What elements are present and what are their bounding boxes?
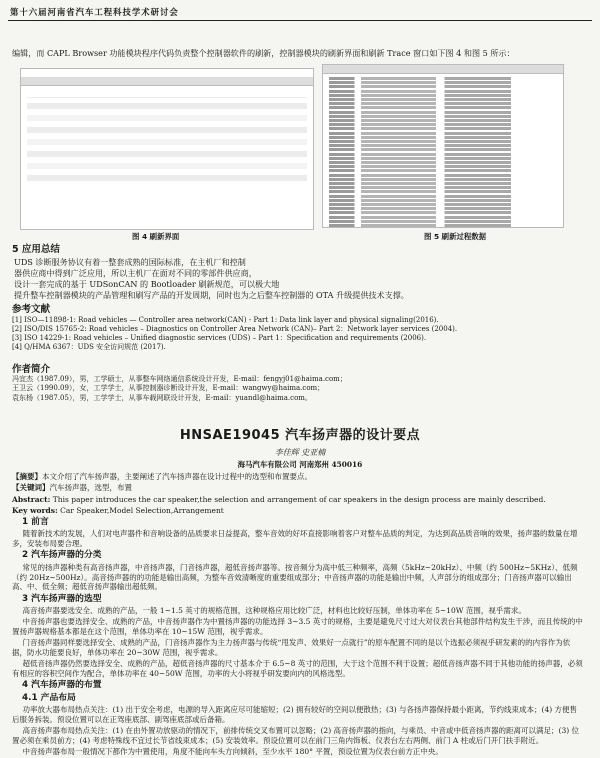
trace-line — [329, 77, 543, 80]
trace-line — [329, 161, 543, 164]
trace-line — [329, 207, 543, 210]
figure-4-toolbar — [21, 77, 313, 86]
section-4-1-heading: 4.1 产品布局 — [22, 692, 76, 703]
section-5-line: UDS 诊断服务协议有着一整套成熟的国际标准，在主机厂和控制 — [14, 257, 246, 267]
section-4-1-paragraph: 功率放大器布局热点关注：(1) 出于安全考虑，电源的导入距离应尽可能缩短；(2) 拥有较好的空间以便散热；(3) 与各扬声器保持最小距离，节约线束成本；(4) 方便售后服务拆装。预设位置可以在正驾座底部、副驾座底部或后备箱。 — [12, 705, 578, 724]
affiliation: 海马汽车有限公司 河南郑州 450016 — [237, 460, 363, 469]
keywords-en-text: Car Speaker,Model Selection,Arrangement — [60, 505, 224, 515]
section-5-line: 器供应商中得到广泛应用，所以主机厂在面对不同的零部件供应商， — [14, 267, 257, 278]
author-bios — [12, 375, 347, 403]
reference-item: [1] ISO—11898-1: Road vehicles — Controller area network(CAN) - Part 1: Data link layer and physical signaling(2016). — [12, 316, 439, 324]
section-3-heading: 3 汽车扬声器的选型 — [22, 593, 102, 604]
section-3-paragraph: 中音扬声器也要选择安全、成熟的产品，中音扬声器作为中置扬声器的功能选择 3~3.5 英寸的规格，主要是避免尺寸过大对仪表台其他部件结构发生干涉，而且传统的中置扬声器规格基本都是在这个范围，单体功率在 10~15W 范围，视乎需求。 — [12, 617, 583, 637]
section-5-paragraph — [14, 257, 409, 300]
figure-5-toolbar — [323, 65, 563, 74]
authors-heading: 作者简介 — [12, 364, 51, 375]
trace-line — [329, 216, 543, 219]
trace-line — [329, 136, 543, 139]
trace-line — [329, 106, 543, 109]
abstract-en-label: Abstract: — [12, 494, 51, 504]
trace-line — [329, 119, 543, 122]
intro-paragraph: 编辑，而 CAPL Browser 功能模块程序代码负责整个控制器软件的刷新，控制器模块的刷新界面和刷新 Trace 窗口如下图 4 和图 5 所示： — [12, 48, 515, 58]
figure-5-caption: 图 5 刷新过程数据 — [424, 232, 487, 241]
keywords-cn — [12, 483, 584, 493]
trace-line — [329, 98, 543, 101]
figure-4-flash-interface — [20, 68, 314, 230]
section-1-heading: 1 前言 — [22, 517, 49, 527]
trace-line — [329, 94, 543, 97]
abstract-en — [12, 495, 584, 505]
trace-line — [329, 186, 543, 189]
paper-body — [12, 472, 584, 758]
running-head: 第十六届河南省汽车工程科技学术研讨会 — [10, 7, 179, 17]
reference-item: [4] Q/HMA 6367：UDS 安全访问规范 (2017). — [12, 343, 166, 352]
figure-4-row — [27, 139, 307, 145]
trace-line — [329, 220, 543, 223]
author-bio: 冯宜杰（1987.09），男，工学硕士，从事整车网络通信系统设计开发，E-mail：fengyj01@haima.com； — [12, 375, 347, 383]
trace-line — [329, 85, 543, 88]
figure-4-caption: 图 4 刷新界面 — [132, 232, 180, 241]
keywords-en — [12, 506, 584, 516]
figure-4-row — [27, 115, 307, 121]
trace-line — [329, 157, 543, 160]
abstract-en-text: This paper introduces the car speaker,the selection and arrangement of car speakers in the design process are mainly described. — [52, 494, 546, 504]
figure-4-row — [27, 103, 307, 109]
figure-4-row — [27, 151, 307, 157]
section-2-text: 常见的扬声器种类有高音扬声器，中音扬声器，门音扬声器，超低音扬声器等。按音频分为高中低三种频率，高频（5kHz~20kHz）、中频（约 500Hz~5KHz）、低频（约 20Hz~500Hz）。高音扬声器的的功能是输出高频，为整车音效清晰度的重要组成部分；中音扬声器的功能是输出中频，人声部分的组成部分；门音扬声器可以输出高、中、低全频；超低音扬声器输出超低频。 — [12, 562, 578, 592]
figure-4-row — [27, 91, 307, 98]
trace-line — [329, 174, 543, 177]
keywords-cn-label: 【关键词】 — [12, 483, 50, 493]
trace-line — [329, 132, 543, 135]
reference-item: [2] ISO/DIS 15765-2: Road vehicles – Diagnostics on Controller Area Network (CAN)– Part 2：Network layer services (2004). — [12, 325, 458, 334]
figure-5-trace-window — [322, 64, 564, 228]
abstract-cn-label: 【摘要】 — [12, 472, 42, 481]
trace-line — [329, 178, 543, 181]
trace-line — [329, 81, 543, 84]
trace-line — [329, 111, 543, 114]
author-bio: 袁东杨（1987.05），男，工学学士，从事车载网联设计开发，E-mail：yuandl@haima.com。 — [12, 393, 312, 402]
trace-line — [329, 123, 543, 126]
trace-line — [329, 169, 543, 172]
trace-line — [329, 224, 543, 227]
trace-line — [329, 153, 543, 156]
header-rule — [8, 20, 592, 21]
trace-line — [329, 127, 543, 130]
section-3-paragraph: 高音扬声器要选安全、成熟的产品，一般 1~1.5 英寸的规格范围，这种规格应用比较广泛，材料也比较好压制，单体功率在 5~10W 范围，视乎需求。 — [22, 606, 526, 616]
paper-authors: 李佳辉 史亚楠 — [274, 448, 326, 457]
figure-4-row — [27, 175, 307, 181]
trace-line — [329, 199, 543, 202]
trace-line — [329, 211, 543, 214]
section-2-heading: 2 汽车扬声器的分类 — [22, 550, 102, 561]
figure-4-row — [27, 163, 307, 169]
abstract-cn-text: 本文介绍了汽车扬声器，主要阐述了汽车扬声器在设计过程中的选型和布置要点。 — [42, 472, 312, 481]
keywords-cn-text: 汽车扬声器，选型，布置 — [49, 483, 132, 493]
section-5-line: 提升整车控制器模块的产品管理和刷写产品的开发周期，同时也为之后整车控制器的 OTA 升级提供技术支撑。 — [14, 289, 409, 300]
references-list — [12, 316, 457, 352]
paper-title: HNSAE19045 汽车扬声器的设计要点 — [179, 428, 421, 443]
section-3-paragraph: 超低音扬声器仍然要选择安全、成熟的产品，超低音扬声器的尺寸基本介于 6.5~8 英寸的范围，大于这个范围不利于设置；超低音扬声器不同于其他功能的扬声器，必须有相应的容积空间作为配合，单体功率在 40~50W 范围，功率的大小将视乎研发要向内的风格选型。 — [12, 659, 583, 679]
section-5-heading: 5 应用总结 — [12, 244, 60, 255]
figure-4-row — [27, 127, 307, 133]
trace-line — [329, 165, 543, 168]
trace-line — [329, 190, 543, 193]
trace-line — [329, 182, 543, 185]
section-4-heading: 4 汽车扬声器的布置 — [22, 680, 102, 691]
trace-line — [329, 195, 543, 198]
trace-line — [329, 203, 543, 206]
trace-line — [329, 140, 543, 143]
keywords-en-label: Key words: — [12, 505, 58, 515]
author-bio: 王卫云（1990.09），女，工学学士，从事控制器诊断设计开发，E-mail：wangwy@haima.com； — [12, 384, 325, 393]
reference-item: [3] ISO 14229-1: Road vehicles – Unified diagnostic services (UDS) – Part 1：Specification and requirements (2006). — [12, 334, 427, 343]
references-heading: 参考文献 — [12, 304, 51, 315]
section-4-1-paragraph: 高音扬声器布局热点关注：(1) 在由外置功放驱动的情况下，前排传统交叉布置可以忽略；(2) 高音扬声器的指向，与乘员、中音或中低音扬声器的距离可以满足；(3) 位置必须在乘员前方；(4) 考虑特殊线不宜过长节省线束成本；(5) 安装效率。预设位置可以在前门三角内饰板、仪表台左右两侧、前门 A 柱或后门开门扶手附近。 — [12, 726, 580, 745]
trace-line — [329, 144, 543, 147]
trace-line — [329, 90, 543, 93]
trace-line — [329, 115, 543, 118]
section-3-paragraph: 门音扬声器同样要选择安全、成熟的产品，门音扬声器作为主力扬声器与传统“甩发声、效果好一点就行”的原车配置不同的是以个选振必须视乎研发素的的内容作为依据，防水功能要良好，单体功率在 20~30W 范围，视乎需求。 — [12, 638, 571, 658]
trace-line — [329, 148, 543, 151]
section-1-text: 随着新技术的发展，人们对电声器件和音响设备的品质要求日益提高，整车音效的好坏直接影响着客户对整车品质的判定，为达到高品质音响的效果，扬声器的数量在增多，安装布局要合理。 — [12, 529, 578, 549]
trace-line — [329, 102, 543, 105]
section-4-1-paragraph: 中音扬声器布局一般情况下都作为中置使用，角度不能向车头方向倾斜，至少水平 180° 平置，预设位置为仪表台前方正中央。 — [22, 747, 443, 757]
abstract-cn — [12, 472, 584, 482]
section-5-line: 设计一套完成的基于 UDSonCAN 的 Bootloader 刷新规范，可以极大地 — [14, 278, 280, 289]
